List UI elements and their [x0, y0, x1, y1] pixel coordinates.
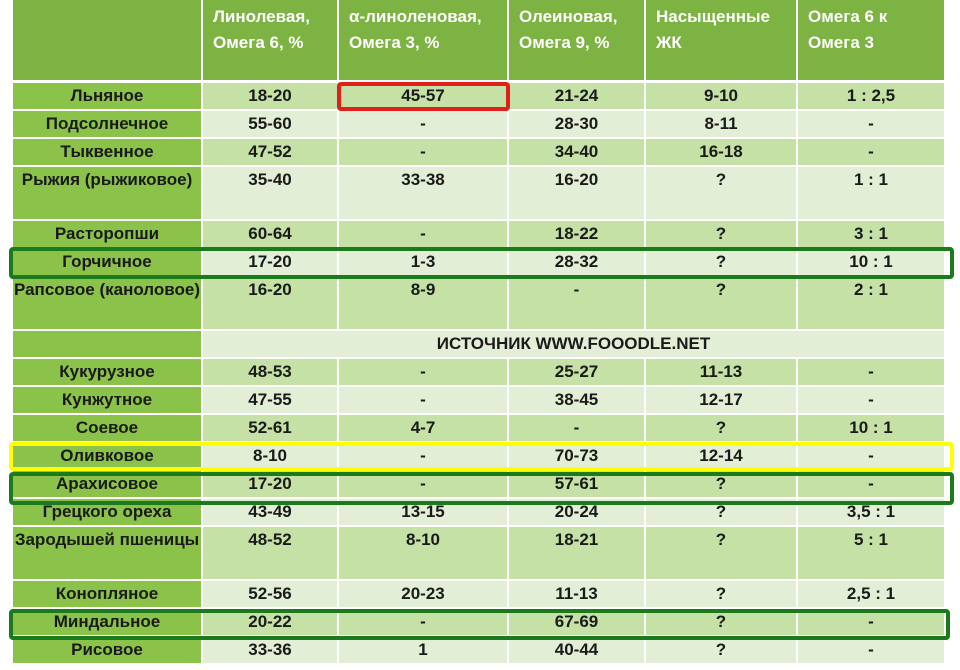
table-cell: 17-20	[203, 249, 337, 275]
oil-name: Расторопши	[13, 221, 201, 247]
oil-name: Рыжия (рыжиковое)	[13, 167, 201, 219]
table-cell: 8-10	[203, 443, 337, 469]
table-cell: -	[339, 139, 507, 165]
table-cell: -	[339, 111, 507, 137]
table-cell: 13-15	[339, 499, 507, 525]
table-cell: -	[509, 277, 644, 329]
table-cell: ?	[646, 221, 796, 247]
table-cell: ?	[646, 249, 796, 275]
table-cell: 3,5 : 1	[798, 499, 944, 525]
oil-name: Льняное	[13, 83, 201, 109]
table-cell: 11-13	[646, 359, 796, 385]
table-cell: -	[339, 471, 507, 497]
table-cell: -	[798, 359, 944, 385]
table-cell: -	[339, 609, 507, 635]
table-cell: ?	[646, 499, 796, 525]
oil-name: Рапсовое (каноловое)	[13, 277, 201, 329]
oil-name: Грецкого ореха	[13, 499, 201, 525]
column-header: Омега 6 к Омега 3	[798, 0, 944, 80]
column-header: α-линоленовая, Омега 3, %	[339, 0, 507, 80]
table-cell: 9-10	[646, 83, 796, 109]
table-cell: 52-61	[203, 415, 337, 441]
table-cell: ?	[646, 167, 796, 219]
table-cell: -	[798, 139, 944, 165]
table-cell: -	[798, 609, 944, 635]
source-row-name-cell	[13, 331, 201, 357]
table-cell: 25-27	[509, 359, 644, 385]
table-cell: -	[798, 111, 944, 137]
oil-fatty-acid-table	[13, 0, 944, 663]
table-cell: 1 : 1	[798, 167, 944, 219]
table-cell: 70-73	[509, 443, 644, 469]
table-cell: 8-11	[646, 111, 796, 137]
table-cell: -	[339, 221, 507, 247]
table-cell: 21-24	[509, 83, 644, 109]
table-cell: 33-38	[339, 167, 507, 219]
table-cell: 16-20	[509, 167, 644, 219]
table-cell: 11-13	[509, 581, 644, 607]
table-cell: 20-23	[339, 581, 507, 607]
table-cell: ?	[646, 277, 796, 329]
oil-name: Зародышей пшеницы	[13, 527, 201, 579]
table-cell: ?	[646, 581, 796, 607]
table-cell: 8-10	[339, 527, 507, 579]
oil-name: Рисовое	[13, 637, 201, 663]
oil-name: Горчичное	[13, 249, 201, 275]
table-cell: -	[798, 387, 944, 413]
table-cell: 28-30	[509, 111, 644, 137]
table-cell: 1	[339, 637, 507, 663]
table-cell: ?	[646, 609, 796, 635]
table-cell: -	[509, 415, 644, 441]
table-cell: 55-60	[203, 111, 337, 137]
oil-name: Подсолнечное	[13, 111, 201, 137]
table-cell: 38-45	[509, 387, 644, 413]
table-cell: 43-49	[203, 499, 337, 525]
table-cell: 47-55	[203, 387, 337, 413]
table-cell: 52-56	[203, 581, 337, 607]
column-header: Насыщенные ЖК	[646, 0, 796, 80]
table-cell: 5 : 1	[798, 527, 944, 579]
source-note: ИСТОЧНИК WWW.FOOODLE.NET	[203, 331, 944, 357]
oil-name: Соевое	[13, 415, 201, 441]
table-cell: 10 : 1	[798, 249, 944, 275]
table-cell: 20-22	[203, 609, 337, 635]
table-cell: -	[339, 387, 507, 413]
table-cell: 1 : 2,5	[798, 83, 944, 109]
table-cell: 18-20	[203, 83, 337, 109]
header-corner-cell	[13, 0, 201, 80]
table-cell: 35-40	[203, 167, 337, 219]
table-cell: 2 : 1	[798, 277, 944, 329]
table-cell: 20-24	[509, 499, 644, 525]
table-cell: 4-7	[339, 415, 507, 441]
oil-name: Конопляное	[13, 581, 201, 607]
table-cell: 18-21	[509, 527, 644, 579]
table-cell: -	[798, 637, 944, 663]
table-cell: -	[798, 443, 944, 469]
table-cell: 33-36	[203, 637, 337, 663]
table-cell: 12-14	[646, 443, 796, 469]
table-cell: 16-18	[646, 139, 796, 165]
table-cell: ?	[646, 471, 796, 497]
table-cell: 2,5 : 1	[798, 581, 944, 607]
oil-name: Кунжутное	[13, 387, 201, 413]
table-cell: 1-3	[339, 249, 507, 275]
table-cell: 45-57	[339, 83, 507, 109]
table-cell: 16-20	[203, 277, 337, 329]
table-cell: 40-44	[509, 637, 644, 663]
table-cell: 47-52	[203, 139, 337, 165]
oil-name: Кукурузное	[13, 359, 201, 385]
oil-name: Тыквенное	[13, 139, 201, 165]
table-cell: 8-9	[339, 277, 507, 329]
column-header: Линолевая, Омега 6, %	[203, 0, 337, 80]
table-cell: -	[339, 359, 507, 385]
table-cell: -	[339, 443, 507, 469]
table-cell: 3 : 1	[798, 221, 944, 247]
table-cell: 12-17	[646, 387, 796, 413]
oil-name: Арахисовое	[13, 471, 201, 497]
table-cell: 10 : 1	[798, 415, 944, 441]
table-cell: 48-52	[203, 527, 337, 579]
table-cell: 67-69	[509, 609, 644, 635]
table-cell: ?	[646, 527, 796, 579]
table-cell: -	[798, 471, 944, 497]
table-cell: 60-64	[203, 221, 337, 247]
oil-name: Миндальное	[13, 609, 201, 635]
column-header: Олеиновая, Омега 9, %	[509, 0, 644, 80]
table-cell: ?	[646, 637, 796, 663]
table-cell: 17-20	[203, 471, 337, 497]
table-cell: 18-22	[509, 221, 644, 247]
table-cell: 34-40	[509, 139, 644, 165]
oil-name: Оливковое	[13, 443, 201, 469]
table-cell: 28-32	[509, 249, 644, 275]
table-cell: 57-61	[509, 471, 644, 497]
table-cell: 48-53	[203, 359, 337, 385]
table-cell: ?	[646, 415, 796, 441]
